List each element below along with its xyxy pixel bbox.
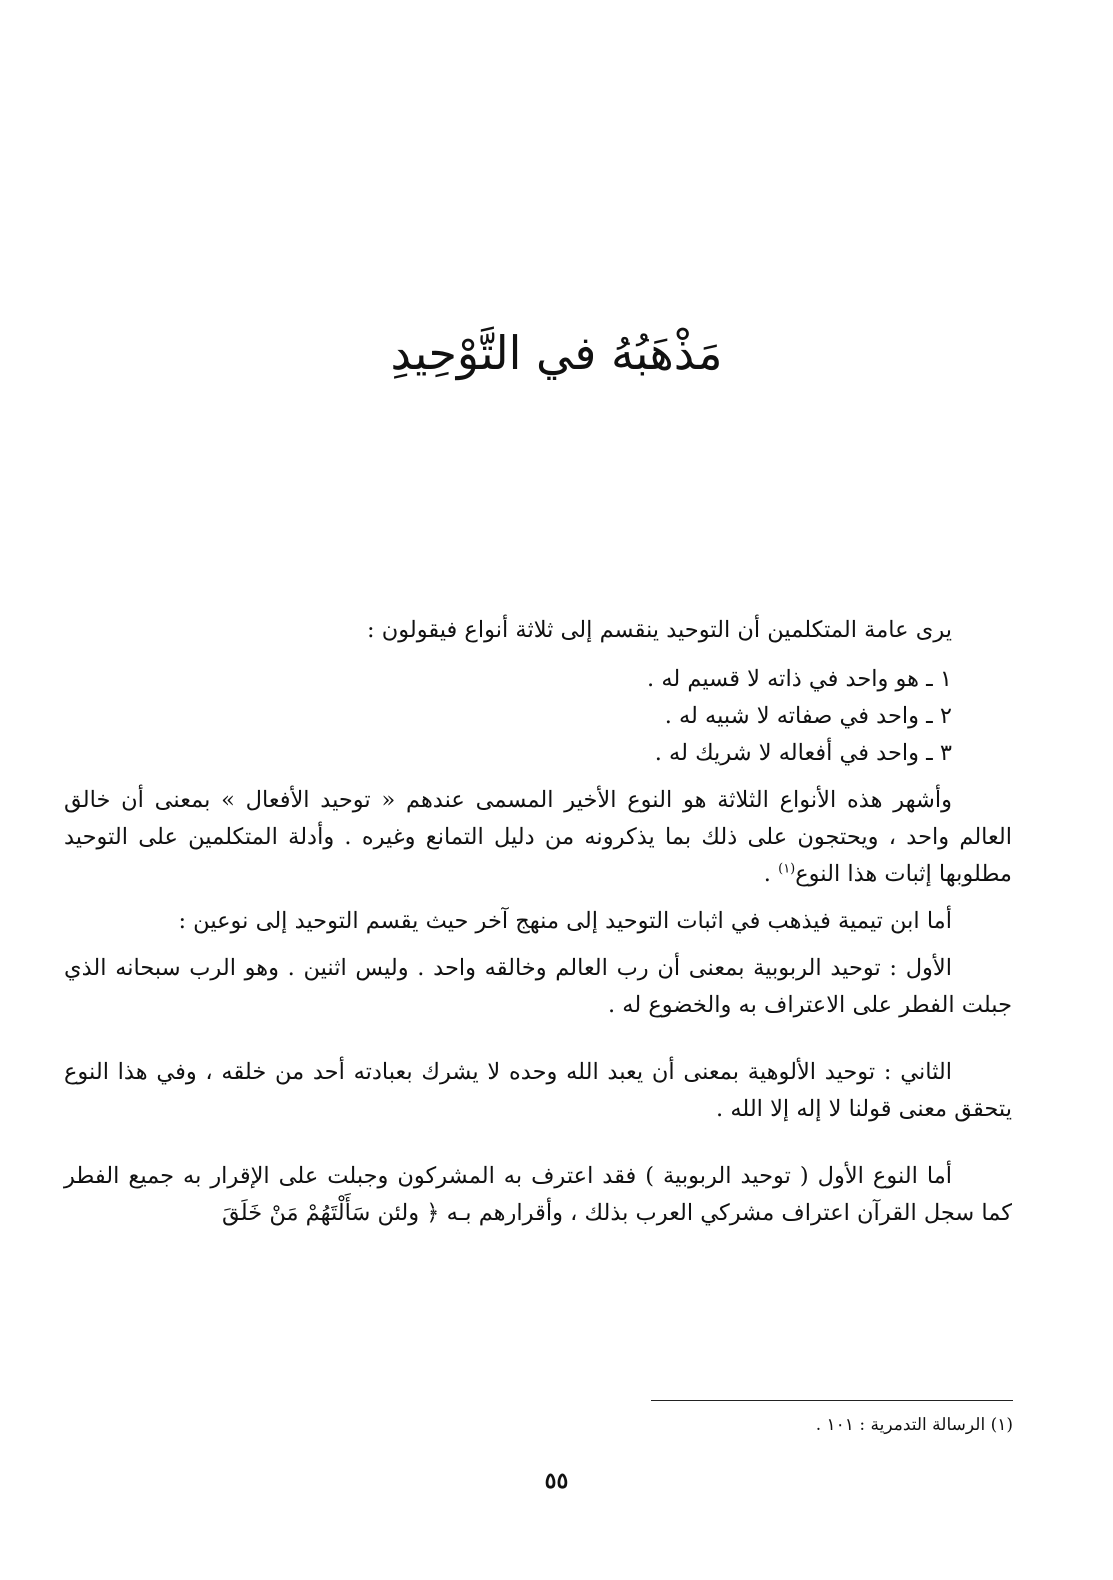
list-item-2: ٢ ـ واحد في صفاته لا شبيه له . bbox=[664, 703, 952, 729]
paragraph-tawhid-afal-end: . bbox=[763, 861, 779, 887]
list-item-1: ١ ـ هو واحد في ذاته لا قسيم له . bbox=[647, 666, 952, 692]
intro-paragraph: يرى عامة المتكلمين أن التوحيد ينقسم إلى ثلاثة أنواع فيقولون : bbox=[366, 617, 952, 643]
paragraph-first-type-acknowledged: أما النوع الأول ( توحيد الربوبية ) فقد اعترف به المشركون وجبلت على الإقرار به جميع الفطر كما سجل القرآن اعتراف مشركي العرب بذلك ، وأقرارهم بـه ﴿ ولئن سَأَلْتَهُمْ مَنْ خَلَقَ bbox=[64, 1163, 1012, 1226]
page-number: ٥٥ bbox=[544, 1468, 569, 1494]
paragraph-second-type: الثاني : توحيد الألوهية بمعنى أن يعبد الله وحده لا يشرك بعبادته أحد من خلقه ، وفي هذا النوع يتحقق معنى قولنا لا إله إلا الله . bbox=[64, 1059, 1012, 1122]
paragraph-ibn-taymiyya: أما ابن تيمية فيذهب في اثبات التوحيد إلى منهج آخر حيث يقسم التوحيد إلى نوعين : bbox=[178, 908, 952, 934]
footnote-divider bbox=[651, 1400, 1013, 1401]
footnote: (١) الرسالة التدمرية : ١٠١ . bbox=[815, 1415, 1013, 1435]
footnote-ref[interactable]: (١) bbox=[778, 861, 796, 877]
body-text bbox=[64, 612, 1012, 1232]
list-item-3: ٣ ـ واحد في أفعاله لا شريك له . bbox=[654, 740, 952, 766]
chapter-title: مَذْهَبُهُ في التَّوْحِيدِ bbox=[390, 326, 723, 380]
paragraph-first-type: الأول : توحيد الربوبية بمعنى أن رب العالم وخالقه واحد . وليس اثنين . وهو الرب سبحانه الذي جبلت الفطر على الاعتراف به والخضوع له . bbox=[64, 955, 1012, 1018]
paragraph-tawhid-afal bbox=[64, 782, 1012, 893]
paragraph-tawhid-afal-text: وأشهر هذه الأنواع الثلاثة هو النوع الأخير المسمى عندهم « توحيد الأفعال » بمعنى أن خالق العالم واحد ، ويحتجون على ذلك بما يذكرونه من دليل التمانع وغيره . وأدلة المتكلمين على التوحيد مطلوبها إثبات هذا النوع bbox=[64, 787, 1012, 887]
